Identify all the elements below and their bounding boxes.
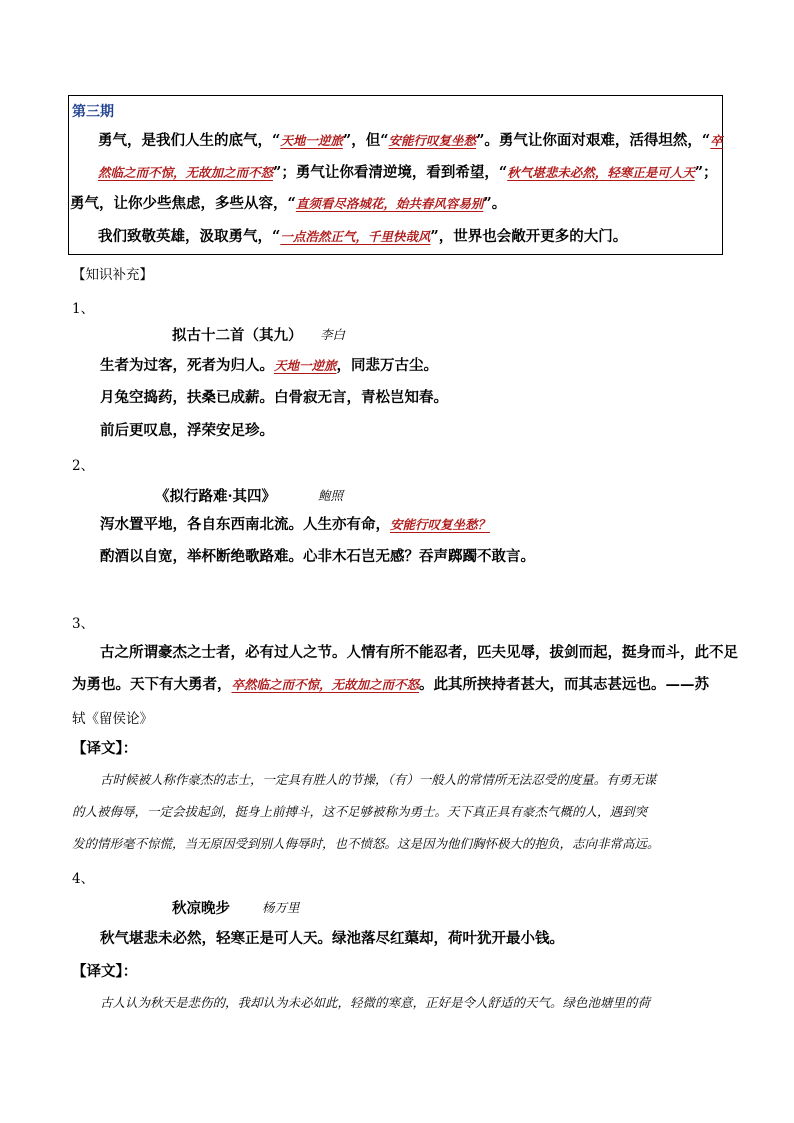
poem-2-author: 鲍照: [318, 488, 344, 503]
translation-line-1: 古人认为秋天是悲伤的，我却认为未必如此，轻微的寒意，正好是令人舒适的天气。绿色池塘里的荷: [100, 995, 651, 1010]
intro-text: 勇气，让你少些焦虑，多些从容，“: [70, 195, 296, 212]
translation-line-2: 的人被侮辱，一定会拔起剑，挺身上前搏斗，这不足够被称为勇士。天下真正具有豪杰气概的人，遇到突: [72, 804, 648, 819]
poem-1-author: 李白: [320, 327, 346, 342]
intro-text: 我们致敬英雄，汲取勇气，“: [98, 228, 281, 245]
intro-text: ”，世界也会敞开更多的大门。: [430, 228, 628, 245]
essay-line-2: [72, 675, 709, 695]
intro-quote: 安能行叹复坐愁: [388, 133, 477, 148]
poem-1-line-3: 前后更叹息，浮荣安足珍。: [100, 422, 274, 439]
essay-text: 为勇也。天下有大勇者，: [72, 676, 232, 693]
section-4-number: 4、: [72, 871, 95, 887]
translation-line-3: 发的情形毫不惊慌，当无原因受到别人侮辱时，也不愤怒。这是因为他们胸怀极大的抱负，志向非常高远。: [72, 836, 660, 851]
intro-quote: 秋气堪悲未必然，轻寒正是可人天: [507, 165, 695, 180]
intro-text: ”，但“: [342, 132, 389, 149]
translation-label: 【译文】：: [72, 963, 138, 980]
poem-4-line-1: 秋气堪悲未必然，轻寒正是可人天。绿池落尽红蕖却，荷叶犹开最小钱。: [100, 930, 564, 947]
intro-text: ”；: [694, 164, 718, 181]
poem-1-line-2: 月兔空捣药，扶桑已成薪。白骨寂无言，青松岂知春。: [100, 389, 448, 406]
poem-4-title: 秋凉晚步: [172, 900, 230, 917]
knowledge-label: 【知识补充】: [72, 267, 153, 283]
essay-text: 。此其所挟持者甚大，而其志甚远也。——苏: [419, 676, 710, 693]
poem-text: 泻水置平地，各自东西南北流。人生亦有命，: [100, 516, 390, 533]
intro-box: [68, 95, 723, 255]
poem-2-line-1: [100, 515, 490, 535]
intro-line-1: [98, 131, 723, 151]
intro-quote: 天地一逆旅: [280, 133, 343, 148]
poem-2-line-2: 酌酒以自宽，举杯断绝歌路难。心非木石岂无感？吞声踯躅不敢言。: [100, 548, 535, 565]
intro-quote: 卒: [710, 133, 723, 148]
intro-quote: 直须看尽洛城花，始共春风容易别: [295, 196, 484, 211]
issue-header: 第三期: [72, 104, 114, 120]
translation-line-1: 古时候被人称作豪杰的志士，一定具有胜人的节操，（有）一般人的常情所无法忍受的度量。有勇无谋: [100, 772, 657, 787]
poem-4-author: 杨万里: [262, 900, 300, 915]
intro-text: ”。: [483, 195, 507, 212]
poem-text: ，同悲万古尘。: [336, 357, 439, 374]
intro-line-3: [70, 194, 506, 214]
section-2-number: 2、: [72, 458, 95, 474]
intro-line-4: [98, 227, 627, 247]
essay-source: 轼《留侯论》: [72, 711, 153, 727]
poem-1-line-1: [100, 356, 438, 376]
intro-text: ”。勇气让你面对艰难，活得坦然，“: [476, 132, 711, 149]
poem-quote: 天地一逆旅: [274, 358, 337, 373]
intro-line-2: [98, 163, 718, 183]
poem-quote: 安能行叹复坐愁？: [390, 517, 491, 532]
poem-text: 生者为过客，死者为归人。: [100, 357, 274, 374]
intro-text: ”；勇气让你看清逆境，看到希望，“: [273, 164, 508, 181]
intro-text: 勇气，是我们人生的底气，“: [98, 132, 281, 149]
translation-label: 【译文】：: [72, 740, 138, 757]
intro-quote: 然临之而不惊，无故加之而不怒: [98, 165, 274, 180]
section-3-number: 3、: [72, 616, 95, 632]
poem-2-title: 《拟行路难·其四》: [155, 488, 277, 505]
essay-line-1: 古之所谓豪杰之士者，必有过人之节。人情有所不能忍者，匹夫见辱，拔剑而起，挺身而斗，此不足: [100, 644, 738, 661]
poem-1-title: 拟古十二首（其九）: [172, 327, 303, 344]
essay-quote: 卒然临之而不惊，无故加之而不怒: [231, 677, 420, 692]
intro-quote: 一点浩然正气，千里快哉风: [280, 229, 431, 244]
section-1-number: 1、: [72, 301, 95, 317]
